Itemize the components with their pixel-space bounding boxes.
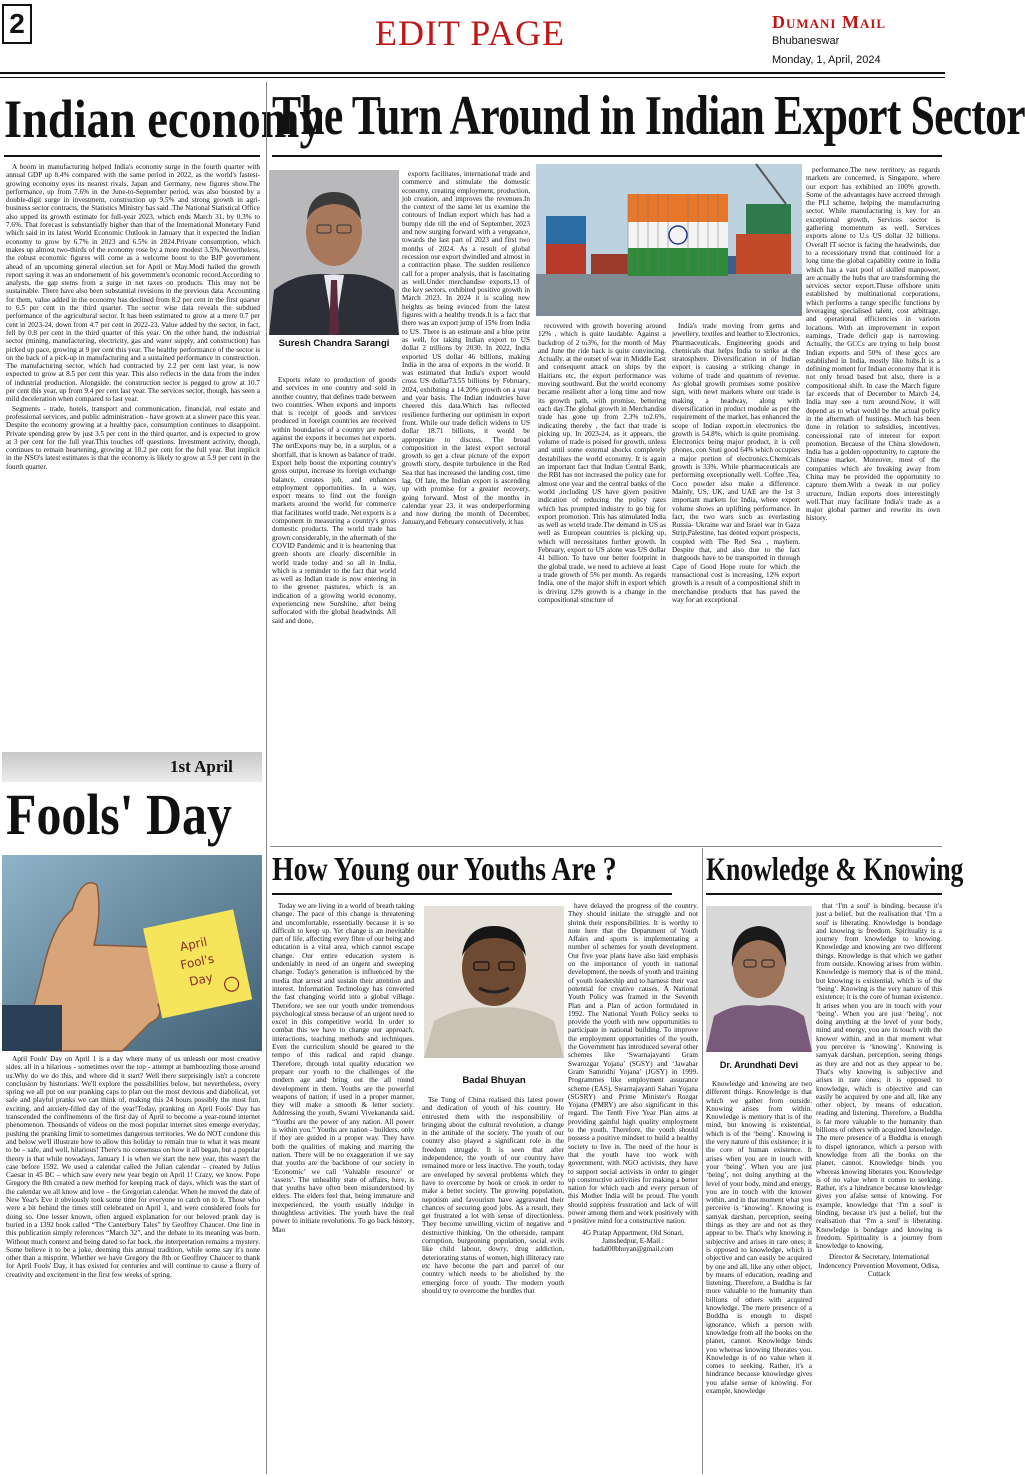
- fools-day-headline: Fools' Day: [6, 782, 232, 847]
- knowledge-column-2: [816, 902, 942, 1472]
- youths-paragraph: Tse Tung of China realised this latest power and dedication of youth of his country. He entrusted them with the responsibility of bringing about the cultural revolution, a change in the attitude of the society. The youth of our country also played a significant role in the freedom struggle. It is seen that after independence, the youth of our country have remained more or less inactive. The youth, today are enveloped by several problems which they have to overcome by hook or crook in order to make a better society. The growing population, nepotism and favourism have aggravated their chances of securing good jobs. As a result, they get frustrated a lot with sense of directionless. They become unwilling victim of negative and destructive thinking. On the otherside, rampant corruption, burgeoning population, social evils like child labour, dowry, drug addiction, deteriorating status of women, high illiteracy rate etc have become the part and parcel of our country which needs to be abolished by the emerging force of youth. The modern youth should try to overcome the hurdles that: [422, 1096, 564, 1295]
- export-paragraph: performance.The new territory, as regards markets are concerned, is Singapore, where our export has exhibited an 100% growth. Some of the advantages have accrued through the PLI scheme, helping the manufacturing sector. While manufacturing is key for an exceptional growth, Services sector is gathering momentum as well. Services exports alone to U.s US dollar 32 billions. Overall IT sector is facing the headwinds, due to a recessionary trend that continued for a long time the global capability centre in India which has a vast pool of skilled manpower, are actually the hubs that are transforming the services sector export.These offshore units established by multinational corporations, which performs a range specific functions by leveraging specialised talent, cost arbitrage, and operational efficiencies in various locations. With an improvement in export earnings, Trade deficit gap is narrowing. Actually, the GCCs are trying to help boost Indian exports and 50% of these gccs are established in India, mostly like hubs.It is a defining moment for Indian economy that it is not only broad based but also, there is a compositional shift. In case the March figure far exceeds that of December to March 24, India may see a turn around.Now, it will depend as to what would be the actual policy in the aftermath of hustings. Much has been done in relation to subsidies, incentives, concessional rate of interest for export promotion. Because of the China slowdown, India has a golden opportunity, to capture the Chinese market. Moreover, most of the companies which are breaking away from China may be provided the opportunity to capture them.With a tweak in our policy structure, Indian exports does interestingly well.That may facilitate India's trade as a major global partner and rewrite its own history.: [806, 166, 940, 523]
- youths-column-1: [272, 902, 414, 1472]
- indian-economy-paragraph: Segments - trade, hotels, transport and communication, financial, real estate and professional services, and public administration - have grown at a slower pace this year. Despite the economy growing at a healthy pace, consumption continues to disappoint. Private spending grew by just 3.5 per cent in the third quarter, and is expected to grow at 3 per cent for the full year.This touches off questions. Investment activity, though, continues to remain heartening, growing at 10.2 per cent for the full year. But implicit in the NSO's latest estimates is that the economy is likely to grow at 5.9 per cent in the fourth quarter.: [6, 404, 260, 471]
- indian-economy-article: [6, 163, 260, 743]
- author-portrait-photo: [424, 906, 564, 1058]
- indian-economy-paragraph: A boom in manufacturing helped India's economy surge in the fourth quarter with annual GDP up 8.4% compared with the same period in 2022, as the world's fastest-growing economy eyes its nearest rivals, Japan and Germany, new figures show.The performance, up from 7.6% in the June-to-September period, was also boosted by a double-digit surge in investment, construction up 9.5% and strong growth in agri-business sector contracts, the Statistics Ministry has said .The National Statistical Office also upped its growth estimate for full-year 2023, which ends March 31, by 0.3% to 7.6%. That forecast is substantially higher than that of the International Monetary Fund which said in its latest World Economic Outlook in January that it expected the Indian economy to grow by 6.7% in 2023 and 6.5% in 2024.Private consumption, which makes up almost two-thirds of the economy rose by a more modest 3.5%.Nevertheless, the robust economic figures will come as a welcome boost to the BJP government ahead of an upcoming general election set for April or May.Modi hailed the growth report saying it was an endorsement of his government's economic record.According to analysts, the gap stems from a surge in net taxes on products. This may not be sustainable. There have also been substantial revisions in the previous data. Accounting for them, value added in the economy has declined from 8.2 per cent in the first quarter to 6.5 per cent in the third quarter. The sector wise data reveals the subdued performance of the agricultural sector. It has been estimated to grow at a mere 0.7 per cent in 2023-24, down from 4.7 per cent in 2022-23. Value added by the sector, in fact, fell by 0.8 per cent in the third quarter of this year. On the other hand, the industrial sector (mining, manufacturing, electricity, gas and water supply, and construction) has picked up pace, growing at 9 per cent this year. The healthy performance of the sector is on the back of a pick-up in manufacturing and a sustained performance in construction. The manufacturing sector, which had contracted by 2.2 per cent last year, is now expected to grow at 8.5 per cent this year. This also reflects in the data from the index of industrial production. Alongside, the construction sector is pegged to grow at 10.7 per cent this year, up from 9.4 per cent last year. The services sector, though, has seen a mild deceleration when compared to last year.: [6, 163, 260, 404]
- container-ship-photo: [536, 164, 802, 316]
- author-portrait-photo: [706, 906, 812, 1052]
- export-column-4: [672, 322, 800, 842]
- sticky-note-text: April: [178, 934, 209, 955]
- youths-headline: How Young our Youths Are ?: [272, 851, 617, 888]
- masthead-rule: [0, 72, 945, 74]
- indian-economy-headline: Indian economy: [4, 89, 323, 149]
- youths-paragraph: Today we are living in a world of breath taking change. The pace of this change is threatening and uncomfortable, essentially because it is so difficult to keep up. Yet change is an inevitable part of life, affecting every fibre of our being and education is a vital area, which cannot escape change. Our entire education system is undeniably in need of an urgent and sweeping change. Today's generation is influenced by the media that arrest and sustain their attention and interest. Information Technology has converted the fast changing world into a global village. Therefore, we see our youth under tremendous psychological stress because of an urgent need to excel in this competitive world. In order to combat this we have to change our approach, interactions, teaching methods and techniques. Even the curriculum should be geared to the tempo of this radical and rapid change. Therefore, through total quality education we prepare our youth to the challenges of the modern age and bring out the all round development in them. Youths are the powerful weapons of nation; if used in a proper manner, they will make a smooth & letter society. Addressing the youth, Swami Vivekananda said, “Youths are the power of any nation. All power is within you.” Youths are nation - builders, only if they are guided in a proper way. They have both the qualities of making and marring the nation. There will be no exaggeration if we say that youths are the backbone of our society in ‘Economic’ we call ‘Valuable resource’ or ‘assets’. The unhealthy state of affairs, here, is that youths have often been misunderstood by elders. The elders feel that, being immature and inexperienced, the youth usually indulge in thoughtless activities. The youth have the real power to initiate revolutions. To go back history, Mao: [272, 902, 414, 1234]
- export-paragraph: Exports relate to production of goods and services in one country and sold in another country, that defines trade between two countries. When exports and imports that is receipt of goods and services produced in foreign countries are received within boundaries of a country are netted against the exports it becomes net exports. The netExports may be, in a surplus, or a shortfall, that is known as balance of trade. Export help boost the exporting country's gross output, increase its foreign exchange balance, creates job, and enhances employment opportunities. In a way, export means to find out the foreign markets around the world for commerce that facilitates world trade. Net exports is a component in measuring a country's gross domestic products. The world trade has grown considerably, in the aftermath of the COVID Pandemic and it is heartening that green shoots are clearly discernible in world trade today and so all in India, which is a reminder to the fact that world as well as Indian trade is now entering in to the greener pastures, which is an indication of a growing world economy, experiencing new Sunshine, after being suffocated with the global headwinds. All said and done,: [272, 376, 396, 625]
- flag-container: [628, 194, 728, 276]
- svg-text:Fool's: Fool's: [179, 951, 216, 973]
- export-paragraph: exports facilitates, international trade and commerce and stimulate the domestic economy, creating employment, production, job creation, and improves the revenues.In the context of the same let us examine the contours of Indian export which has had a bumpy ride till the end of September, 2023 and now surging forward with a vengeance, towards the last part of 2023 and first two months of 2024. As a result of global recession our export dwindled and almost in a contraction phase. The sudden resilience call for a proper analysis, that is fascinating as well.Under merchandise exports,13 of the key sectors, exhibited positive growth in March 2023. In 2024 it is scaling new heights as being evinced from the latest figures with a healthy trends.It is a fact that there was an export jump of 15% from India to US. There is an estimate and a blue print as well, for taking Indian export to US dollar 2 trillions by 2030. In 2022, India exported US dollar 46 billions, making India in the area of exports in the world. It was estimated that India's export would cross US dollar73.55 billions by February, 2024, exhibiting a 14.20% growth on a year and year basis. The Indian industries have cheered this data.Which has reflected resilience furthering our optimism in export front. While our trade deficit widens to US dollar 18.71 billions, it would be appropriate to discuss. The broad composition in the latest export sectoral growth to get a clear picture of the export growth story, despite turbulence in the Red Sea that has increased the landing cost, time lag. Of late, the Indian export is ascending up with promise for a greater recovery, going forward. Most of the months in calendar year 23, it was underperforming and now during the month of December, January,and February consecutively, it has: [402, 170, 530, 527]
- knowledge-paragraph: that ‘I'm a soul' is binding, because it's just a belief, but the realisation that ‘I'm a soul' is liberating. Knowledge is bondage and knowing is freedom. Spirituality is a journey from knowledge to knowing. Knowledge and knowing are two different things. Knowledge is that which we gather from outside. Knowing arises from within. Knowledge is memory that is of the mind, but knowing is existential, which is of the ‘being’. Knowing is the very nature of this existence; it is the core of human existence. It arises when you are in touch with your ‘being’. When you are just ‘being’, not doing anything at the level of your body, mind and energy, you are in touch with the knower within, and in that moment what you perceive is ‘knowing’. Knowing is samyak darshan, perception, seeing things as they are and not as they appear to be. That's why knowing is subjective and arises in rare ones; it is opposed to knowledge, which is objective and can easily be acquired by one and all, like any other object, by means of education, reading and listening. Therefore, a Buddha is far more valuable to the humanity than billions of others with acquired knowledge. The mere presence of a Buddha is enough to dispel ignorance, which a person with knowledge from all the books on the planet, cannot. Knowledge binds you whereas knowing liberates you. Knowledge is of no value when it comes to seeking. Rather, it's a hindrance because knowledge gives you afalse sense of knowing. For example, knowledge that ‘I'm a soul' is binding, because it's just a belief, but the realisation that ‘I'm a soul' is liberating. Knowledge is bondage and knowing is freedom. Spirituality is a journey from knowledge to knowing.: [816, 902, 942, 1251]
- svg-text:Day: Day: [187, 970, 215, 989]
- knowledge-column-1: [706, 1080, 812, 1472]
- export-column-5: [806, 166, 940, 842]
- headline-rule: [272, 893, 672, 895]
- fools-day-article: [6, 1055, 260, 1473]
- fools-day-paragraph: April Fools' Day on April 1 is a day where many of us unleash our most creative sides, all in a hilarious - sometimes over the top - attempt at bamboozling those around us.Why do we do this, and where did it start? Well there surprisingly isn't a concrete conclusion by historians. We'll explore the possibilities below, but nevertheless, every spring we all put on our pranking caps to plan out the most devious and diabolical, yet safe and playful pranks we can think of, making this 24 hours possibly the most fun, exciting, and anxiety-filled day of the year!Today, pranking on April Fools' Day has transcended the confinements of the first day of April to become a year-round internet phenomenon. Thousands of videos on the most popular internet sites emerge everyday, pushing the pranking limit to sometimes dangerous territories. We do NOT condone this and below we'll illustrate how to allow this holiday to remain true to what it was meant to be – safe, and well, hilarious! There's no consensus on how it all began, but a popular theory is that while nowadays, January 1 is when we start the new year, this wasn't the case before 1592. We used a calendar called the Julian calendar – created by Julius Caesar in 45 BC – which saw every new year begin on April 1! Crazy, we know. Pope Gregory the 8th created a new method for keeping track of days, which was the start of the calendar we all know and love – the Gregorian calendar. When he moved the date of New Year's Eve it obviously took some time for everyone to catch on to it. Those who were a bit behind the times still celebrated on April 1, and were considered fools for doing so. One lesser known, often argued explanation for our beloved prank day is buried in a 1392 book called “The Canterbury Tales” by Geoffrey Chaucer. One line in this publication simply references “March 32”, and the debate to its meaning was born. Without much context and being dated so far back, the interpretation remains a mystery. Some believe it to be a joke, deeming this annual tradition, while some say it's none other than a misprint. Whether we have Gregory the 8th or Geoffrey Chaucer to thank for April Fools' Day, it has existed for centuries and will continue to cause a flurry of creativity and excitement in the first few weeks of spring.: [6, 1055, 260, 1279]
- headline-rule: [4, 155, 260, 157]
- youths-column-3: [568, 902, 698, 1472]
- headline-rule: [706, 893, 942, 895]
- author-caption: Dr. Arundhati Devi: [719, 1060, 799, 1070]
- export-column-3: [538, 322, 666, 842]
- author-caption: Badal Bhuyan: [462, 1075, 526, 1086]
- export-column-2: [402, 170, 530, 840]
- newspaper-date: Monday, 1, April, 2024: [772, 54, 881, 66]
- youths-column-2: [422, 1096, 564, 1472]
- headline-rule: [272, 155, 942, 157]
- export-column-1: [272, 376, 396, 841]
- column-divider: [702, 848, 703, 1474]
- author-caption: Suresh Chandra Sarangi: [278, 338, 390, 349]
- knowledge-paragraph: Knowledge and knowing are two different things. Knowledge is that which we gather from outside. Knowing arises from within. Knowledge is memory that is of the mind, but knowing is existential, which is of the ‘being’. Knowing is the very nature of this existence; it is the core of human existence. It arises when you are in touch with your ‘being’. When you are just ‘being’, not doing anything at the level of your body, mind and energy, you are in touch with the knower within, and in that moment what you perceive is ‘knowing’. Knowing is samyak darshan, perception, seeing things as they are and not as they appear to be. That's why knowing is subjective and arises in rare ones; it is opposed to knowledge, which is objective and can easily be acquired by one and all, like any other object, by means of education, reading and listening. Therefore, a Buddha is far more valuable to the humanity than billions of others with acquired knowledge. The mere presence of a Buddha is enough to dispel ignorance, which a person with knowledge from all the books on the planet, cannot. Knowledge binds you whereas knowing liberates you. Knowledge is of no value when it comes to seeking. Rather, it's a hindrance because knowledge gives you afalse sense of knowing. For example, knowledge: [706, 1080, 813, 1395]
- export-paragraph: India's trade moving from gems and jewellery, textiles and leather to Electronics, Pharmaceuticals, Engineering goods and chemicals that helps India to strike at the stratosphere. Diversification in of Indian export is causing a striking change in volume of trade and quantum of revenue. As global growth promises some positive sign, with newt markets where our trade is making a headway, along with diversification in product module as per the requirement of the market, has enhanced the scope of Indian export.in electronics the growth is 54.8%, which is quite promising. Electronics being major product, it is cell phones, con Stuti good 64% which occupies a major portion of electronics.Chemicals growth is 33%. While pharmaceuticals are performing exceptionally well. Coffee ,Tea, Coco powder also make a difference. Mainly, US, UK, and UAE are the 1st 3 important markets for India, where export volume shows an uplifting performance. In fact, the two wars such as everlasting Russia- Ukraine war and Israel war in Gaza Strip,Palestine, has dented export prospects, coupled with The Red Sea , mayhem. Despite that, and also due to the fact thatgoods have to be transported in through Cape of Good Hope route for which the transactional cost is increasing, 12% export growth is a result of a compositional shift in merchandise products that has paved the way for an exceptional: [672, 322, 800, 604]
- knowledge-headline: Knowledge & Knowing: [706, 852, 964, 888]
- page-number: 2: [2, 4, 32, 44]
- author-portrait-photo: [269, 170, 399, 335]
- column-divider: [266, 82, 267, 1474]
- newspaper-city: Bhubaneswar: [772, 35, 840, 47]
- section-title: EDIT PAGE: [374, 13, 566, 53]
- newspaper-name: Dumani Mail: [772, 12, 887, 32]
- section-rule: [270, 846, 942, 847]
- thumbs-up-illustration: [2, 855, 262, 1051]
- masthead-rule-thin: [0, 77, 945, 78]
- youths-paragraph: have delayed the progress of the country. They should initiate the struggle and not shrink their responsibilities. It is worthy to note here that the Department of Youth Affairs and sports is implementating a number of schemes for youth development. Our five year plans have also laid emphasis on the importance of youth in national development, the needs of youth and training of youth leadership and to harness their vast potential for creative causes. A National Youth Policy was framed in the Seventh Plan and a Plan of action formulated in 1992. The National Youth Policy seeks to provide the youth with new opportunities to participate in national building. To improve the employment opportunities of the youth, the Government has introduced several other schemes like ‘Swarnajayanti Gram Swarozgar Yojana’ (SGSY) and ‘Jawahar Gram Samridhi Yojana’ (JGSY) in 1999. Programmes like employment assurance scheme (EAS), Swarnajayanti Sahari Yojana (SGSRY) and Prime Minister's Rozgar Yojana (PMRY) are also significant in this regard. The Tenth Five Year Plan aims at providing gainful high quality employment to the youth. Therefore, the youth should possess a positive mindset to build a healthy society to live in. The need of the hour is that the youth have too work with government, with NGO activists, they have to support social activists in order to ginger up constructive activities for making a better nation for which each and every person of this Mother India will be proud. The youth should suppress frustration and lack of will power among them and work positively with a positive mind for a constructive nation.: [568, 902, 698, 1226]
- author-address: 4G Pratap Appartment, Old Sonari, Jamshedpur, E-Mail : badal00bhuyan@gmail.com: [582, 1228, 684, 1254]
- author-credit: Director & Secretary, International Indencency Prevention Movement, Odisa, Cuttack: [818, 1253, 940, 1279]
- export-paragraph: recovered with growth hovering around 12% , which is quite laudable. Against a backdrop of 2 to3%, for the month of May and June the ride back is quite convincing. Actually, at the outset of war in Middle East and consequent attack on ships by the Haitians etc, the export performance was moving southward. But the world economy became resilient after a long time and now its growth path, with promise, bettering each day.The global growth in Merchandise trade has gone up from 2.3% to2.6%, indicating thereby , the fact that trade is picking up. In 2023-24, as it appears, the volume of trade is poised for growth, unless and until some external shocks completely destabilises the world economy. It is again an important fact that Indian Central Bank, the RBI has not increased the policy rate for almost one year and the central banks of the world ,including US have given positive indication of reducing the policy rates which has prompted industry to go big for export promotion. This has stimulated India as well as world trade.The demand in US as well as European countries is picking up, which will necessitates further growth. In February, export to US alone was US dollar 41 billion. To have our better footprint in the global trade, we need to achieve at least a trade growth of 5% per month. As regards India, one of the major shift in export which is driving 12% growth is a change in the compositional structure of: [538, 322, 666, 604]
- fools-day-date: 1st April: [170, 757, 233, 776]
- thumbs-up-photo: [2, 855, 262, 1051]
- export-headline: The Turn Around in Indian Export Sector: [272, 85, 1025, 147]
